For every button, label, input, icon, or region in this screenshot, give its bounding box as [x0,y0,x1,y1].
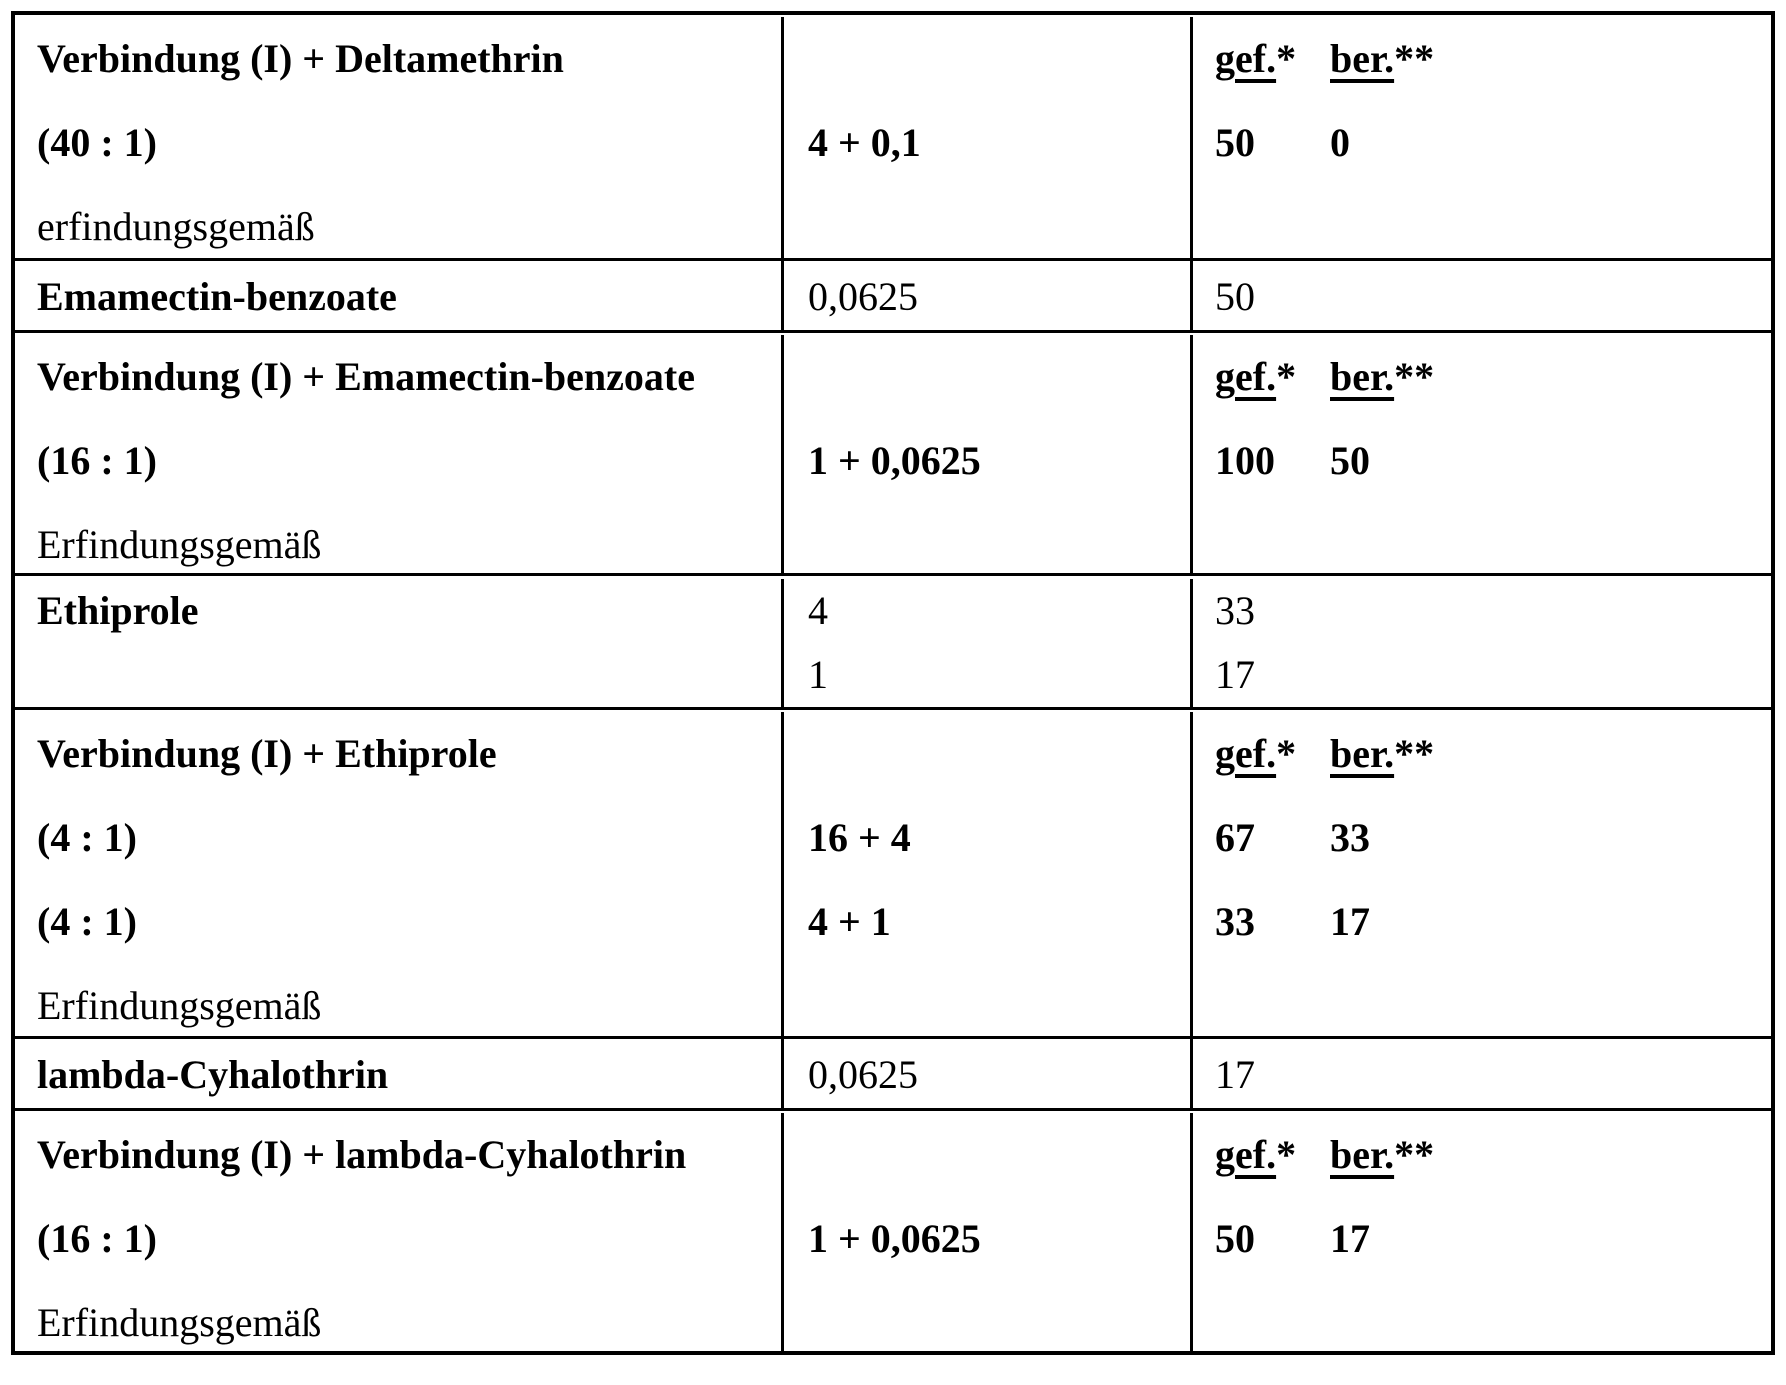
dose-cell [784,335,1193,573]
dose-line [784,1113,1190,1197]
ber-label: ber. [1330,354,1395,399]
ber-header [1330,335,1434,419]
substance-line: Erfindungsgemäß [37,983,322,1028]
dose-line: 1 + 0,0625 [808,438,981,483]
table-row [15,707,1771,1036]
substance-line: Verbindung (I) + Emamectin-benzoate [37,354,695,399]
dose-line: 16 + 4 [808,815,911,860]
dose-cell [784,579,1193,707]
substance-cell [15,579,784,707]
result-found-value: 50 [1215,274,1255,319]
result-calc-value: 50 [1330,438,1370,483]
ber-header [1330,712,1434,796]
results-cell [1193,335,1771,573]
gef-label: gef. [1215,36,1277,81]
dose-cell [784,1039,1193,1108]
ber-asterisk: ** [1394,36,1435,81]
dose-line: 1 + 0,0625 [808,1216,981,1261]
ber-header [1330,17,1434,101]
table-row [15,330,1771,573]
result-found-value: 67 [1215,815,1255,860]
substance-line: Emamectin-benzoate [37,274,397,319]
dose-line: 4 [808,588,828,633]
substance-line: (16 : 1) [37,438,157,483]
dose-line [784,712,1190,796]
dose-line [784,964,1190,1036]
gef-label: gef. [1215,731,1277,776]
results-value-line [1193,643,1771,707]
results-cell [1193,261,1771,330]
results-value-line [1193,880,1771,964]
substance-line: lambda-Cyhalothrin [37,1052,389,1097]
results-cell [1193,17,1771,258]
substance-line: (16 : 1) [37,1216,157,1261]
substance-line: Ethiprole [37,588,199,633]
results-header-line [1193,1113,1771,1197]
substance-line: Verbindung (I) + Ethiprole [37,731,497,776]
results-empty-line [1193,503,1771,573]
dose-line [784,1281,1190,1351]
table-row [15,258,1771,330]
ber-asterisk: ** [1394,1132,1435,1177]
substance-cell [15,1113,784,1351]
results-header-line [1193,335,1771,419]
gef-asterisk: * [1276,731,1297,776]
substance-line: Verbindung (I) + Deltamethrin [37,36,564,81]
dose-line [784,335,1190,419]
ber-label: ber. [1330,731,1395,776]
result-found-value: 100 [1215,438,1275,483]
results-value-line [1193,1039,1771,1108]
dose-line: 0,0625 [808,1052,918,1097]
dose-line: 0,0625 [808,274,918,319]
dose-line [784,503,1190,573]
results-cell [1193,712,1771,1036]
gef-header [1215,17,1330,101]
result-found-value: 33 [1215,899,1255,944]
results-cell [1193,579,1771,707]
substance-cell [15,261,784,330]
result-found-value: 17 [1215,1052,1255,1097]
dose-cell [784,17,1193,258]
substance-cell [15,335,784,573]
results-header-line [1193,712,1771,796]
gef-asterisk: * [1276,36,1297,81]
dose-line [784,185,1190,258]
result-calc-value: 0 [1330,120,1350,165]
dose-line [784,17,1190,101]
result-found-value: 50 [1215,120,1255,165]
substance-cell [15,17,784,258]
results-value-line [1193,261,1771,330]
result-calc-value: 17 [1330,899,1370,944]
dose-line: 1 [808,652,828,697]
dose-line: 4 + 0,1 [808,120,921,165]
gef-label: gef. [1215,1132,1277,1177]
substance-line: (4 : 1) [37,815,137,860]
results-cell [1193,1039,1771,1108]
result-found-value: 50 [1215,1216,1255,1261]
result-calc-value: 33 [1330,815,1370,860]
results-header-line [1193,17,1771,101]
substance-line: erfindungsgemäß [37,204,315,249]
substance-line: Erfindungsgemäß [37,1300,322,1345]
results-value-line [1193,579,1771,643]
gef-asterisk: * [1276,354,1297,399]
ber-label: ber. [1330,1132,1395,1177]
results-cell [1193,1113,1771,1351]
table-row [15,573,1771,707]
substance-cell [15,1039,784,1108]
results-empty-line [1193,185,1771,258]
table-row [15,1036,1771,1108]
ber-asterisk: ** [1394,731,1435,776]
substance-line: (4 : 1) [37,899,137,944]
dose-line: 4 + 1 [808,899,891,944]
patent-results-table [11,11,1775,1355]
substance-line: (40 : 1) [37,120,157,165]
substance-line: Verbindung (I) + lambda-Cyhalothrin [37,1132,687,1177]
table-row [15,1108,1771,1351]
table-row [15,15,1771,258]
gef-header [1215,335,1330,419]
dose-cell [784,1113,1193,1351]
dose-cell [784,712,1193,1036]
result-calc-value: 17 [1330,1216,1370,1261]
ber-asterisk: ** [1394,354,1435,399]
results-value-line [1193,1197,1771,1281]
gef-header [1215,1113,1330,1197]
results-value-line [1193,796,1771,880]
substance-cell [15,712,784,1036]
results-value-line [1193,101,1771,185]
ber-header [1330,1113,1434,1197]
gef-header [1215,712,1330,796]
result-found-value: 17 [1215,652,1255,697]
substance-line [15,643,781,707]
dose-cell [784,261,1193,330]
gef-asterisk: * [1276,1132,1297,1177]
results-empty-line [1193,964,1771,1036]
results-value-line [1193,419,1771,503]
result-found-value: 33 [1215,588,1255,633]
ber-label: ber. [1330,36,1395,81]
results-empty-line [1193,1281,1771,1351]
gef-label: gef. [1215,354,1277,399]
substance-line: Erfindungsgemäß [37,522,322,567]
